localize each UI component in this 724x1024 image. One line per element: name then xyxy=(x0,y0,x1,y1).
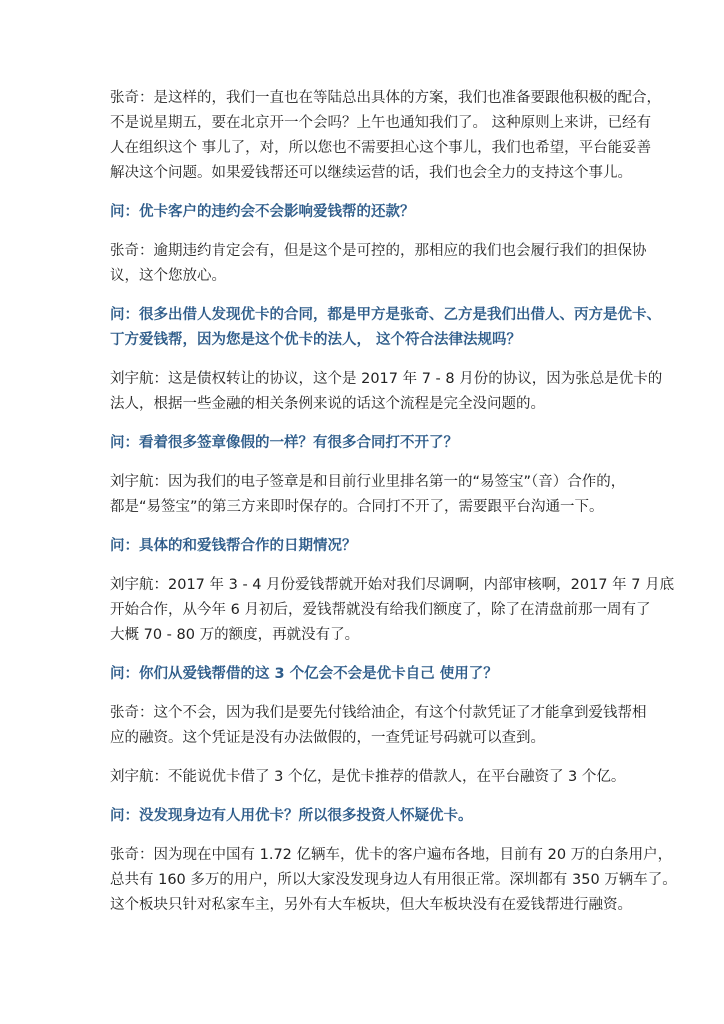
answer-paragraph xyxy=(110,86,661,186)
text-line: 张奇：逾期违约肯定会有，但是这个是可控的，那相应的我们也会履行我们的担保协 xyxy=(110,243,647,259)
text-line: 法人，根据一些金融的相关条例来说的话这个流程是完全没问题的。 xyxy=(110,396,545,412)
text-line: 刘宇航：不能说优卡借了 3 个亿，是优卡推荐的借款人，在平台融资了 3 个亿。 xyxy=(110,769,626,785)
text-line: 开始合作，从今年 6 月初后，爱钱帮就没有给我们额度了，除了在清盘前那一周有了 xyxy=(110,602,651,618)
answer-paragraph xyxy=(110,239,647,289)
text-line: 应的融资。这个凭证是没有办法做假的，一查凭证号码就可以查到。 xyxy=(110,730,545,746)
question-heading xyxy=(110,200,630,225)
text-line: 张奇：是这样的，我们一直也在等陆总出具体的方案，我们也准备要跟他积极的配合， xyxy=(110,90,661,106)
text-line: 丁方爱钱帮，因为您是这个优卡的法人， 这个符合法律法规吗？ xyxy=(110,332,522,348)
text-line: 都是“易签宝”的第三方来即时保存的。合同打不开了，需要跟平台沟通一下。 xyxy=(110,499,604,515)
answer-paragraph xyxy=(110,470,630,520)
text-line: 张奇：因为现在中国有 1.72 亿辆车，优卡的客户遍布各地，目前有 20 万的白条用户， xyxy=(110,847,673,863)
answer-paragraph xyxy=(110,843,677,918)
text-line: 这个板块只针对私家车主，另外有大车板块，但大车板块没有在爱钱帮进行融资。 xyxy=(110,897,632,913)
question-heading xyxy=(110,431,630,456)
text-line: 问：很多出借人发现优卡的合同，都是甲方是张奇、乙方是我们出借人、丙方是优卡、 xyxy=(110,307,661,323)
answer-paragraph xyxy=(110,701,647,751)
text-line: 大概 70 - 80 万的额度，再就没有了。 xyxy=(110,627,360,643)
text-line: 问：你们从爱钱帮借的这 3 个亿会不会是优卡自己 使用了？ xyxy=(110,666,498,682)
question-heading xyxy=(110,534,630,559)
text-line: 总共有 160 多万的用户，所以大家没发现身边人有用很正常。深圳都有 350 万辆车了。 xyxy=(110,872,677,888)
text-line: 刘宇航：因为我们的电子签章是和目前行业里排名第一的“易签宝”（音）合作的， xyxy=(110,474,626,490)
text-line: 解决这个问题。如果爱钱帮还可以继续运营的话，我们也会全力的支持这个事儿。 xyxy=(110,165,632,181)
answer-paragraph xyxy=(110,367,663,417)
answer-paragraph xyxy=(110,573,675,648)
text-line: 不是说星期五，要在北京开一个会吗？上午也通知我们了。 这种原则上来讲，已经有 xyxy=(110,115,652,131)
text-line: 问：具体的和爱钱帮合作的日期情况？ xyxy=(110,538,357,554)
text-line: 刘宇航：2017 年 3 - 4 月份爱钱帮就开始对我们尽调啊，内部审核啊，2017 年 7 月底 xyxy=(110,577,675,593)
text-line: 议，这个您放心。 xyxy=(110,268,226,284)
text-line: 张奇：这个不会，因为我们是要先付钱给油企，有这个付款凭证了才能拿到爱钱帮相 xyxy=(110,705,647,721)
answer-paragraph xyxy=(110,765,630,790)
question-heading xyxy=(110,804,630,829)
question-heading xyxy=(110,303,661,353)
text-line: 问：没发现身边有人用优卡？所以很多投资人怀疑优卡。 xyxy=(110,808,473,824)
text-line: 刘宇航：这是债权转让的协议，这个是 2017 年 7 - 8 月份的协议，因为张总是优卡的 xyxy=(110,371,663,387)
text-line: 问：优卡客户的违约会不会影响爱钱帮的还款？ xyxy=(110,204,415,220)
text-line: 人在组织这个 事儿了，对，所以您也不需要担心这个事儿，我们也希望，平台能妥善 xyxy=(110,140,652,156)
text-line: 问：看着很多签章像假的一样？有很多合同打不开了？ xyxy=(110,435,458,451)
question-heading xyxy=(110,662,630,687)
